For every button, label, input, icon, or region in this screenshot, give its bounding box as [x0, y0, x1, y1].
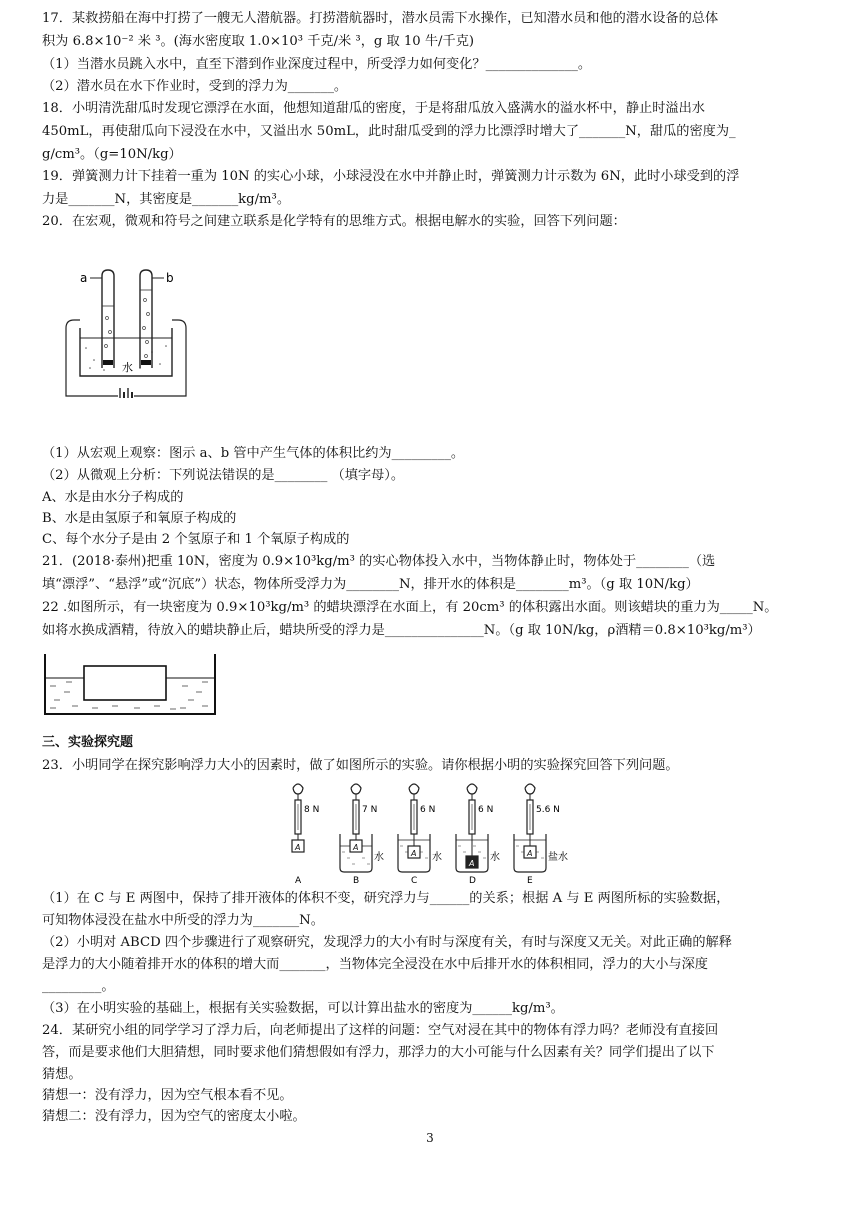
liquid-label: 盐水 — [548, 852, 568, 863]
liquid-label: 水 — [490, 852, 500, 863]
q24-guess-2: 猜想二：没有浮力，因为空气的密度太小啦。 — [42, 1109, 306, 1124]
wax-block-figure — [42, 652, 218, 716]
hand-icon — [467, 784, 477, 794]
q24-guess-1: 猜想一：没有浮力，因为空气根本看不见。 — [42, 1088, 293, 1103]
q23-part-3: （3）在小明实验的基础上，根据有关实验数据，可以计算出盐水的密度为______kg/m³。 — [42, 1001, 564, 1016]
q24-line-3: 猜想。 — [42, 1067, 82, 1082]
hand-icon — [351, 784, 361, 794]
hand-icon — [409, 784, 419, 794]
panel-letter: D — [469, 876, 476, 884]
liquid-label: 水 — [374, 852, 384, 863]
q17-part-2: （2）潜水员在水下作业时，受到的浮力为_______。 — [42, 79, 348, 94]
section-heading: 三、实验探究题 — [42, 735, 134, 750]
water-label: 水 — [122, 361, 133, 374]
block-label: A — [353, 843, 359, 852]
q17-part-1: （1）当潜水员跳入水中，直至下潜到作业深度过程中，所受浮力如何变化？______________。 — [42, 57, 592, 72]
scale-reading: 6 N — [420, 805, 436, 815]
panel-letter: E — [527, 876, 533, 884]
block-label: A — [527, 849, 533, 858]
block-label: A — [411, 849, 417, 858]
q17-line-1: 17．某救捞船在海中打捞了一艘无人潜航器。打捞潜航器时，潜水员需下水操作，已知潜水员和他的潜水设备的总体 — [42, 11, 719, 26]
scale-reading: 8 N — [304, 805, 320, 815]
hand-icon — [293, 784, 303, 794]
block-label: A — [295, 843, 301, 852]
q19-line-1: 19．弹簧测力计下挂着一重为 10N 的实心小球，小球浸没在水中并静止时，弹簧测力计示数为 6N，此时小球受到的浮 — [42, 169, 740, 184]
q20-part-2: （2）从微观上分析：下列说法错误的是________ （填字母）。 — [42, 468, 405, 483]
q19-line-2: 力是_______N，其密度是_______kg/m³。 — [42, 192, 291, 207]
q24-line-2: 答，而是要求他们大胆猜想，同时要求他们猜想假如有浮力，那浮力的大小可能与什么因素有关？同学们提出了以下 — [42, 1045, 715, 1060]
q20-option-c: C、每个水分子是由 2 个氢原子和 1 个氧原子构成的 — [42, 532, 350, 547]
buoyancy-experiment-figure — [282, 780, 572, 884]
scale-reading: 5.6 N — [536, 805, 560, 815]
q18-line-3: g/cm³。（g=10N/kg） — [42, 147, 182, 162]
panel-letter: C — [411, 876, 418, 884]
experiment-panel-a — [292, 784, 319, 884]
liquid-label: 水 — [432, 852, 442, 863]
q21-line-1: 21．(2018·泰州)把重 10N，密度为 0.9×10³kg/m³ 的实心物体投入水中，当物体静止时，物体处于________（选 — [42, 554, 716, 569]
q21-line-2: 填“漂浮”、“悬浮”或“沉底”）状态，物体所受浮力为________N，排开水的体积是________m³。（g 取 10N/kg） — [42, 577, 699, 592]
q23-part-2-line-1: （2）小明对 ABCD 四个步骤进行了观察研究，发现浮力的大小有时与深度有关，有时与深度又无关。对此正确的解释 — [42, 935, 732, 950]
q22-line-2: 如将水换成酒精，待放入的蜡块静止后，蜡块所受的浮力是_______________N。（g 取 10N/kg，ρ酒精＝0.8×10³kg/m³） — [42, 623, 761, 638]
tube-b-label: b — [166, 271, 174, 285]
q18-line-1: 18．小明清洗甜瓜时发现它漂浮在水面，他想知道甜瓜的密度，于是将甜瓜放入盛满水的溢水杯中，静止时溢出水 — [42, 101, 705, 116]
panel-letter: B — [353, 876, 360, 884]
q24-line-1: 24．某研究小组的同学学习了浮力后，向老师提出了这样的问题：空气对浸在其中的物体有浮力吗？老师没有直接回 — [42, 1023, 719, 1038]
scale-reading: 7 N — [362, 805, 378, 815]
electrolysis-figure — [60, 268, 200, 398]
q20-option-a: A、水是由水分子构成的 — [42, 490, 184, 505]
q23-part-2-line-3: _________。 — [42, 979, 115, 994]
q23-line-1: 23．小明同学在探究影响浮力大小的因素时，做了如图所示的实验。请你根据小明的实验探究回答下列问题。 — [42, 758, 679, 773]
hand-icon — [525, 784, 535, 794]
experiment-panel-e — [514, 784, 568, 884]
panel-letter: A — [295, 876, 302, 884]
q20-option-b: B、水是由氢原子和氧原子构成的 — [42, 511, 237, 526]
experiment-panel-d — [456, 784, 500, 884]
q20-line-1: 20．在宏观，微观和符号之间建立联系是化学特有的思维方式。根据电解水的实验，回答下列问题： — [42, 214, 626, 229]
q22-line-1: 22 .如图所示，有一块密度为 0.9×10³kg/m³ 的蜡块漂浮在水面上，有 20cm³ 的体积露出水面。则该蜡块的重力为_____N。 — [42, 600, 778, 615]
q23-part-1-line-2: 可知物体浸没在盐水中所受的浮力为_______N。 — [42, 913, 324, 928]
q23-part-1-line-1: （1）在 C 与 E 两图中，保持了排开液体的体积不变，研究浮力与______的关系；根据 A 与 E 两图所标的实验数据， — [42, 891, 730, 906]
block-label: A — [469, 859, 475, 868]
q17-line-2: 积为 6.8×10⁻² 米 ³。(海水密度取 1.0×10³ 千克/米 ³，g 取 10 牛/千克) — [42, 34, 475, 49]
q20-part-1: （1）从宏观上观察：图示 a、b 管中产生气体的体积比约为_________。 — [42, 446, 465, 461]
q18-line-2: 450mL，再使甜瓜向下浸没在水中，又溢出水 50mL，此时甜瓜受到的浮力比漂浮时增大了_______N，甜瓜的密度为_ — [42, 124, 736, 139]
tube-a-label: a — [80, 271, 88, 285]
q23-part-2-line-2: 是浮力的大小随着排开水的体积的增大而_______，当物体完全浸没在水中后排开水的体积相同，浮力的大小与深度 — [42, 957, 708, 972]
page-number: 3 — [426, 1131, 434, 1145]
experiment-panel-b — [340, 784, 384, 884]
experiment-panel-c — [398, 784, 442, 884]
scale-reading: 6 N — [478, 805, 494, 815]
